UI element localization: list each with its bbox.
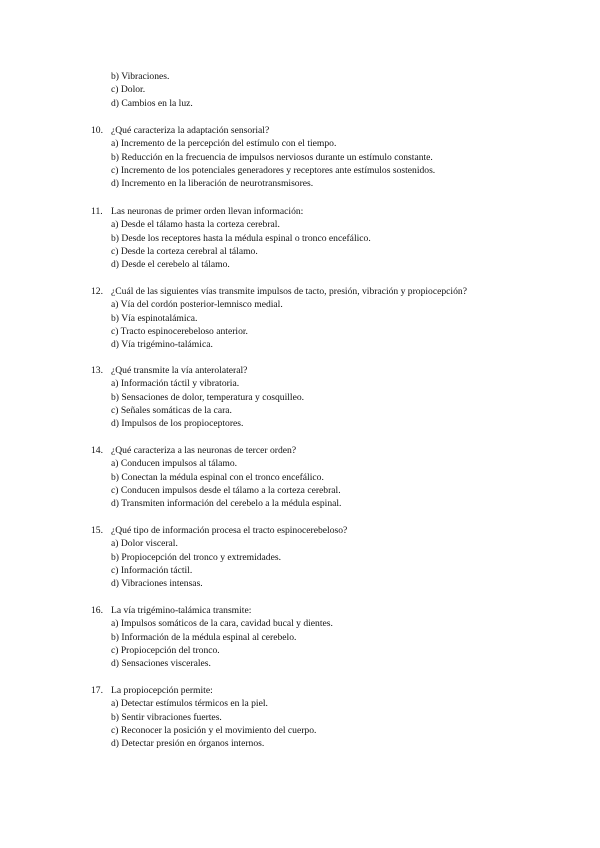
option: b) Propiocepción del tronco y extremidades. <box>111 551 281 563</box>
question-text: La vía trigémino-talámica transmite: <box>111 605 252 616</box>
option: a) Conducen impulsos al tálamo. <box>111 458 238 470</box>
option: d) Sensaciones viscerales. <box>111 658 211 670</box>
option: c) Dolor. <box>111 84 146 96</box>
question-text: ¿Cuál de las siguientes vías transmite impulsos de tacto, presión, vibración y propiocepción? <box>111 286 467 297</box>
question-12 <box>91 285 467 351</box>
option: d) Vibraciones intensas. <box>111 578 203 590</box>
question-13 <box>91 364 304 430</box>
option: d) Vía trigémino-talámica. <box>111 339 213 351</box>
question-text: ¿Qué caracteriza la adaptación sensorial? <box>111 125 270 136</box>
option: b) Conectan la médula espinal con el tronco encefálico. <box>111 471 324 483</box>
option: b) Sentir vibraciones fuertes. <box>111 711 222 723</box>
question-10 <box>91 124 435 190</box>
option: b) Vía espinotalámica. <box>111 312 198 324</box>
question-text: ¿Qué caracteriza a las neuronas de tercer orden? <box>111 445 297 456</box>
option: b) Desde los receptores hasta la médula espinal o tronco encefálico. <box>111 232 371 244</box>
option: c) Incremento de los potenciales generadores y receptores ante estímulos sostenidos. <box>111 164 436 176</box>
question-17 <box>91 684 316 750</box>
option: b) Información de la médula espinal al cerebelo. <box>111 631 297 643</box>
question-number: 12. <box>91 286 103 297</box>
question-number: 10. <box>91 125 103 136</box>
question-11 <box>91 205 371 271</box>
option: a) Impulsos somáticos de la cara, cavidad bucal y dientes. <box>111 618 333 630</box>
question-number: 16. <box>91 605 103 616</box>
option: d) Incremento en la liberación de neurotransmisores. <box>111 178 314 190</box>
question-number: 13. <box>91 365 103 376</box>
option: c) Reconocer la posición y el movimiento del cuerpo. <box>111 724 317 736</box>
option: c) Desde la corteza cerebral al tálamo. <box>111 245 258 257</box>
option: c) Tracto espinocerebeloso anterior. <box>111 325 248 337</box>
question-text: La propiocepción permite: <box>111 685 213 696</box>
question-number: 11. <box>91 206 103 217</box>
option: d) Impulsos de los propioceptores. <box>111 418 244 430</box>
option: b) Sensaciones de dolor, temperatura y cosquilleo. <box>111 391 305 403</box>
question-number: 17. <box>91 685 103 696</box>
option: a) Detectar estímulos térmicos en la piel. <box>111 698 268 710</box>
option: d) Desde el cerebelo al tálamo. <box>111 259 230 271</box>
question-text: ¿Qué tipo de información procesa el tracto espinocerebeloso? <box>111 525 348 536</box>
question-number: 14. <box>91 445 103 456</box>
option: d) Detectar presión en órganos internos. <box>111 738 265 750</box>
previous-question-options <box>111 70 193 110</box>
question-15 <box>91 524 347 590</box>
question-14 <box>91 444 341 510</box>
option: b) Reducción en la frecuencia de impulsos nerviosos durante un estímulo constante. <box>111 151 433 163</box>
option: c) Conducen impulsos desde el tálamo a la corteza cerebral. <box>111 484 341 496</box>
option: c) Información táctil. <box>111 564 193 576</box>
option: b) Vibraciones. <box>111 71 170 82</box>
option: a) Incremento de la percepción del estímulo con el tiempo. <box>111 138 337 150</box>
option: a) Vía del cordón posterior-lemnisco medial. <box>111 299 283 311</box>
option: a) Desde el tálamo hasta la corteza cerebral. <box>111 219 280 231</box>
question-text: Las neuronas de primer orden llevan información: <box>111 206 304 217</box>
option: a) Dolor visceral. <box>111 538 178 550</box>
option: d) Transmiten información del cerebelo a la médula espinal. <box>111 498 342 510</box>
option: d) Cambios en la luz. <box>111 97 193 109</box>
question-16 <box>91 604 333 670</box>
option: c) Propiocepción del tronco. <box>111 644 220 656</box>
question-text: ¿Qué transmite la vía anterolateral? <box>111 365 248 376</box>
option: c) Señales somáticas de la cara. <box>111 404 232 416</box>
option: a) Información táctil y vibratoria. <box>111 378 240 390</box>
question-number: 15. <box>91 525 103 536</box>
